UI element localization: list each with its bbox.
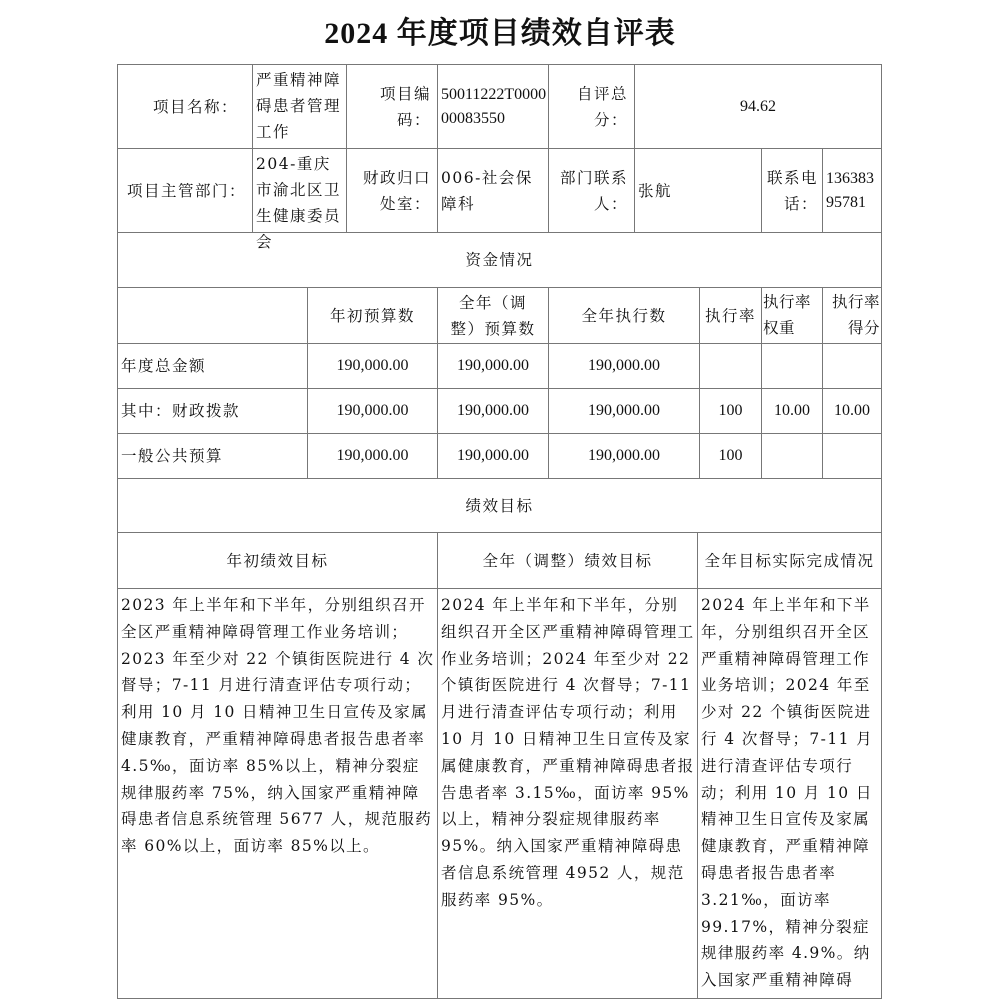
self-score-label: 自评总分： — [548, 64, 635, 149]
funding-cell-adjusted: 190,000.00 — [437, 343, 549, 389]
project-name-label: 项目名称： — [117, 64, 253, 149]
self-score-value: 94.62 — [634, 64, 882, 149]
funding-header-rate: 执行率 — [699, 287, 762, 344]
funding-section-title: 资金情况 — [117, 232, 882, 288]
page-title: 2024 年度项目绩效自评表 — [324, 17, 676, 50]
funding-cell-initial: 190,000.00 — [307, 433, 438, 479]
funding-cell-label: 一般公共预算 — [117, 433, 308, 479]
funding-cell-label: 年度总金额 — [117, 343, 308, 389]
funding-header-weight: 执行率权重 — [761, 287, 823, 344]
funding-cell-rate — [699, 343, 762, 389]
funding-cell-executed: 190,000.00 — [548, 433, 700, 479]
funding-cell-adjusted: 190,000.00 — [437, 388, 549, 434]
goals-adjusted-text: 2024 年上半年和下半年，分别组织召开全区严重精神障碍管理工作业务培训；2024 年至少对 22 个镇街医院进行 4 次督导；7-11 月进行清查评估专项行动；利用 10 月 10 日精神卫生日宣传及家属健康教育，严重精神障碍患者报告患者率 3.15‰，面访率 95%以上，精神分裂症规律服药率 95%。纳入国家严重精神障碍患者信息系统管理 4952 人，规范服药率 95%。 — [437, 588, 698, 999]
funding-header-initial: 年初预算数 — [307, 287, 438, 344]
funding-cell-initial: 190,000.00 — [307, 388, 438, 434]
funding-cell-rate: 100 — [699, 433, 762, 479]
goals-header-adjusted: 全年（调整）绩效目标 — [437, 532, 698, 589]
funding-cell-executed: 190,000.00 — [548, 343, 700, 389]
goals-header-actual: 全年目标实际完成情况 — [697, 532, 882, 589]
funding-cell-weight: 10.00 — [761, 388, 823, 434]
dept-label: 项目主管部门： — [117, 148, 253, 233]
funding-cell-weight — [761, 433, 823, 479]
project-code-label: 项目编码： — [346, 64, 438, 149]
funding-cell-adjusted: 190,000.00 — [437, 433, 549, 479]
goals-header-initial: 年初绩效目标 — [117, 532, 438, 589]
funding-header-blank — [117, 287, 308, 344]
goals-initial-text: 2023 年上半年和下半年，分别组织召开全区严重精神障碍管理工作业务培训；2023 年至少对 22 个镇街医院进行 4 次督导；7-11 月进行清查评估专项行动；利用 10 月 10 日精神卫生日宣传及家属健康教育，严重精神障碍患者报告患者率 4.5‰，面访率 85%以上，精神分裂症规律服药率 75%，纳入国家严重精神障碍患者信息系统管理 5677 人，规范服药率 60%以上，面访率 85%以上。 — [117, 588, 438, 999]
goals-section-title: 绩效目标 — [117, 478, 882, 533]
dept-value: 204-重庆市渝北区卫生健康委员会 — [252, 148, 347, 233]
finance-office-label: 财政归口处室： — [346, 148, 438, 233]
funding-cell-executed: 190,000.00 — [548, 388, 700, 434]
funding-header-adjusted: 全年（调整）预算数 — [437, 287, 549, 344]
funding-cell-score — [822, 343, 882, 389]
project-code-value: 50011222T000000083550 — [437, 64, 549, 149]
funding-cell-score: 10.00 — [822, 388, 882, 434]
contact-value: 张航 — [634, 148, 762, 233]
finance-office-value: 006-社会保障科 — [437, 148, 549, 233]
funding-cell-label: 其中：财政拨款 — [117, 388, 308, 434]
goals-actual-text: 2024 年上半年和下半年，分别组织召开全区严重精神障碍管理工作业务培训；2024 年至少对 22 个镇街医院进行 4 次督导；7-11 月进行清查评估专项行动；利用 10 月 10 日精神卫生日宣传及家属健康教育，严重精神障碍患者报告患者率 3.21‰，面访率 99.17%，精神分裂症规律服药率 4.9%。纳入国家严重精神障碍 — [697, 588, 882, 999]
funding-cell-score — [822, 433, 882, 479]
funding-cell-weight — [761, 343, 823, 389]
phone-value: 13638395781 — [822, 148, 882, 233]
funding-header-executed: 全年执行数 — [548, 287, 700, 344]
phone-label: 联系电话： — [761, 148, 823, 233]
funding-cell-rate: 100 — [699, 388, 762, 434]
contact-label: 部门联系人： — [548, 148, 635, 233]
funding-cell-initial: 190,000.00 — [307, 343, 438, 389]
funding-header-score: 执行率得分 — [822, 287, 882, 344]
project-name-value: 严重精神障碍患者管理工作 — [252, 64, 347, 149]
